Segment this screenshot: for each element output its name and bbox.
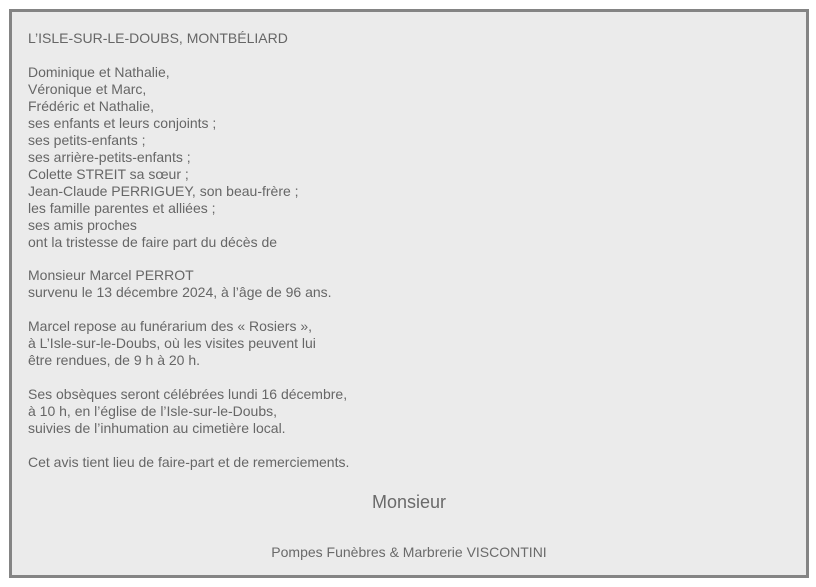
funeral-line: suivies de l’inhumation au cimetière local. xyxy=(28,420,286,436)
family-line: Colette STREIT sa sœur ; xyxy=(28,166,189,182)
deceased-block xyxy=(28,267,332,301)
repose-line: être rendues, de 9 h à 20 h. xyxy=(28,352,201,368)
repose-block xyxy=(28,318,316,369)
family-line: ont la tristesse de faire part du décès de xyxy=(28,234,278,250)
family-line: Dominique et Nathalie, xyxy=(28,64,170,80)
repose-line: à L’Isle-sur-le-Doubs, où les visites peuvent lui xyxy=(28,335,316,351)
repose-line: Marcel repose au funérarium des « Rosiers », xyxy=(28,318,313,334)
family-line: ses amis proches xyxy=(28,217,137,233)
funeral-home-footer: Pompes Funèbres & Marbrerie VISCONTINI xyxy=(271,544,547,560)
family-line: ses petits-enfants ; xyxy=(28,132,146,148)
family-line: les famille parentes et alliées ; xyxy=(28,200,216,216)
deceased-name: Monsieur Marcel PERROT xyxy=(28,267,194,283)
family-line: ses arrière-petits-enfants ; xyxy=(28,149,191,165)
funeral-line: à 10 h, en l’église de l’Isle-sur-le-Doubs, xyxy=(28,403,278,419)
family-line: Jean-Claude PERRIGUEY, son beau-frère ; xyxy=(28,183,299,199)
obituary-card xyxy=(9,9,809,578)
family-line: Véronique et Marc, xyxy=(28,81,147,97)
funeral-block xyxy=(28,386,347,437)
location-header: L’ISLE-SUR-LE-DOUBS, MONTBÉLIARD xyxy=(28,30,288,46)
deceased-date: survenu le 13 décembre 2024, à l’âge de 96 ans. xyxy=(28,284,332,300)
family-line: Frédéric et Nathalie, xyxy=(28,98,155,114)
family-line: ses enfants et leurs conjoints ; xyxy=(28,115,217,131)
notice-text xyxy=(28,454,349,471)
title-monsieur: Monsieur xyxy=(371,492,447,512)
family-list xyxy=(28,64,299,251)
funeral-line: Ses obsèques seront célébrées lundi 16 décembre, xyxy=(28,386,348,402)
notice-line: Cet avis tient lieu de faire-part et de remerciements. xyxy=(28,454,350,470)
